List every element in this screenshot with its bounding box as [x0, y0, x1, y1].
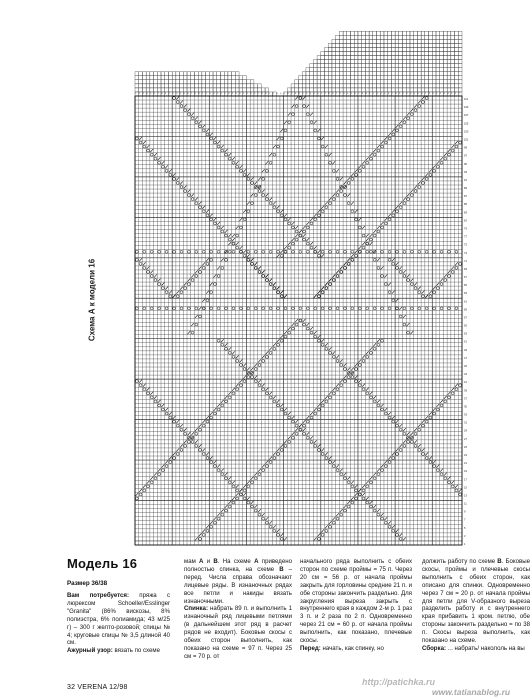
svg-text:3: 3	[464, 534, 466, 538]
svg-text:1: 1	[464, 543, 466, 546]
svg-text:79: 79	[464, 227, 467, 231]
svg-text:4: 4	[313, 93, 315, 95]
svg-text:1: 1	[335, 93, 338, 95]
svg-text:2: 2	[272, 93, 274, 95]
svg-text:6: 6	[320, 93, 323, 95]
svg-text:37: 37	[464, 397, 467, 401]
svg-text:9: 9	[298, 93, 300, 95]
svg-text:7: 7	[358, 93, 360, 95]
svg-text:9: 9	[231, 93, 234, 95]
paragraph: мам А и В. На схеме А приведено полностью спинка, на схеме В – перед. Числа справа обозначают лицевые ряды. В изнаночных рядах все петли и накиды вязать изнаночными.	[184, 558, 293, 605]
svg-text:107: 107	[464, 114, 469, 118]
svg-text:9: 9	[365, 93, 367, 95]
svg-text:8: 8	[395, 93, 397, 95]
svg-text:67: 67	[464, 276, 467, 280]
svg-text:2: 2	[239, 93, 241, 95]
svg-text:7: 7	[157, 93, 159, 95]
svg-text:25: 25	[464, 445, 467, 449]
svg-text:69: 69	[464, 267, 467, 271]
svg-text:3: 3	[142, 93, 144, 95]
svg-text:1: 1	[402, 93, 404, 95]
paragraph: Перед: начать, как спинку, но	[300, 644, 384, 652]
svg-text:3: 3	[343, 93, 345, 95]
svg-text:11: 11	[464, 502, 467, 506]
svg-text:1: 1	[268, 93, 271, 95]
svg-text:81: 81	[464, 219, 467, 223]
chart-shoulders	[135, 31, 462, 96]
svg-text:2: 2	[339, 93, 341, 95]
svg-text:5: 5	[317, 93, 319, 95]
svg-text:1: 1	[302, 93, 304, 95]
svg-text:3: 3	[242, 93, 245, 95]
svg-text:6: 6	[354, 93, 356, 95]
model-title: Модель 16	[67, 556, 138, 571]
svg-text:111: 111	[464, 98, 468, 102]
svg-text:103: 103	[464, 130, 469, 134]
svg-text:63: 63	[464, 292, 467, 296]
svg-text:6: 6	[387, 93, 390, 95]
svg-text:9: 9	[265, 93, 267, 95]
svg-text:71: 71	[464, 259, 467, 263]
svg-text:4: 4	[146, 93, 148, 95]
svg-text:2: 2	[205, 93, 208, 95]
svg-text:43: 43	[464, 373, 467, 377]
svg-text:27: 27	[464, 437, 467, 441]
svg-text:3: 3	[309, 93, 312, 95]
svg-text:4: 4	[179, 93, 182, 95]
svg-text:4: 4	[413, 93, 416, 95]
svg-text:1: 1	[436, 93, 438, 95]
svg-text:2: 2	[373, 93, 375, 95]
svg-text:19: 19	[464, 470, 467, 474]
svg-text:15: 15	[464, 486, 467, 490]
svg-text:8: 8	[228, 93, 230, 95]
watermark-site: www.tatianablog.ru	[432, 687, 511, 697]
svg-text:93: 93	[464, 170, 467, 174]
svg-text:45: 45	[464, 365, 467, 369]
svg-text:75: 75	[464, 243, 467, 247]
svg-text:7: 7	[458, 93, 460, 95]
svg-text:4: 4	[280, 93, 282, 95]
svg-text:8: 8	[328, 93, 330, 95]
paragraph: Спинка: набрать 89 п. и выполнить 1 изнаночный ряд лицевыми петлями (в дальнейшем этот ряд в расчет рядов не входит). Боковые скосы с обеих сторон выполнить, как показано на схеме = 97 п. Через 25 см = 70 р. от	[184, 605, 292, 660]
svg-text:49: 49	[464, 348, 467, 352]
svg-text:4: 4	[347, 93, 349, 95]
svg-text:3: 3	[176, 93, 178, 95]
svg-text:17: 17	[464, 478, 467, 482]
svg-text:41: 41	[464, 381, 467, 385]
svg-text:6: 6	[421, 93, 423, 95]
svg-text:9: 9	[432, 93, 434, 95]
svg-text:2: 2	[406, 93, 408, 95]
paragraph: Сборка: ... набрать/ накололь на вы	[422, 644, 525, 652]
svg-text:6: 6	[254, 93, 256, 95]
grid-lines	[135, 96, 462, 545]
svg-text:3: 3	[276, 93, 278, 95]
svg-text:7: 7	[291, 93, 293, 95]
text-column-2	[184, 558, 292, 661]
svg-text:6: 6	[153, 93, 155, 95]
svg-text:1: 1	[369, 93, 371, 95]
svg-text:7: 7	[224, 93, 226, 95]
svg-text:1: 1	[135, 93, 137, 95]
page-footer: 32 VERENA 12/98	[67, 684, 128, 691]
paragraph: Вам потребуется: пряжа с люрексом Schoeller/Esslinger "Granita" (86% вискозы, 8% полиэстра, 6% полиамида; 43 м/25 г) – 300 г желто-розовой; спицы № 4; круговые спицы № 3,5 длиной 40 см.	[67, 592, 170, 647]
svg-text:8: 8	[361, 93, 364, 95]
svg-text:13: 13	[464, 494, 467, 498]
svg-text:6: 6	[287, 93, 289, 95]
svg-text:23: 23	[464, 454, 467, 458]
svg-text:95: 95	[464, 162, 467, 166]
svg-text:29: 29	[464, 429, 467, 433]
svg-text:4: 4	[447, 93, 449, 95]
svg-text:1: 1	[235, 93, 237, 95]
svg-text:99: 99	[464, 146, 467, 150]
svg-text:7: 7	[425, 93, 427, 95]
svg-text:9: 9	[464, 510, 466, 514]
svg-text:1: 1	[202, 93, 204, 95]
svg-text:2: 2	[172, 93, 174, 95]
svg-text:7: 7	[190, 93, 193, 95]
svg-text:5: 5	[150, 93, 152, 95]
svg-text:7: 7	[391, 93, 393, 95]
svg-text:5: 5	[451, 93, 453, 95]
svg-text:8: 8	[161, 93, 163, 95]
svg-text:4: 4	[380, 93, 382, 95]
svg-text:4: 4	[246, 93, 248, 95]
svg-text:51: 51	[464, 340, 467, 344]
svg-text:7: 7	[324, 93, 326, 95]
svg-text:6: 6	[454, 93, 456, 95]
svg-text:5: 5	[283, 93, 286, 95]
text-column-3	[300, 558, 412, 653]
svg-text:7: 7	[257, 93, 260, 95]
svg-text:39: 39	[464, 389, 467, 393]
svg-text:8: 8	[294, 93, 297, 95]
svg-text:1: 1	[168, 93, 170, 95]
svg-text:21: 21	[464, 462, 467, 466]
svg-text:5: 5	[250, 93, 252, 95]
svg-text:7: 7	[464, 518, 466, 522]
svg-text:5: 5	[216, 93, 219, 95]
svg-text:2: 2	[306, 93, 308, 95]
svg-text:3: 3	[209, 93, 211, 95]
svg-text:9: 9	[164, 93, 167, 95]
svg-text:61: 61	[464, 300, 467, 304]
text-column-4	[422, 558, 530, 653]
svg-text:85: 85	[464, 203, 467, 207]
svg-text:33: 33	[464, 413, 467, 417]
size-line: Размер 36/38	[67, 580, 108, 587]
svg-text:4: 4	[213, 93, 215, 95]
svg-text:9: 9	[198, 93, 200, 95]
svg-text:97: 97	[464, 154, 467, 158]
svg-text:109: 109	[464, 106, 469, 110]
column-numbers	[135, 93, 460, 95]
svg-text:91: 91	[464, 178, 467, 182]
paragraph: начального ряда выполнить с обеих сторон по схеме проймы = 75 п. Через 20 см = 56 р. от начала проймы закрыть для горловины средние 21 п. и обе стороны закончить раздельно. Для закругления выреза закрыть с внутреннего края в каждом 2-м р. 1 раз 3 п. и 2 раза по 2 п. Одновременно через 21 см = 60 р. от начала проймы выполнить, как показано, плечевые скосы.	[300, 558, 412, 645]
svg-text:47: 47	[464, 356, 467, 360]
text-column-1	[67, 592, 170, 655]
svg-text:8: 8	[194, 93, 196, 95]
svg-text:2: 2	[138, 93, 141, 95]
svg-text:105: 105	[464, 122, 469, 126]
svg-text:73: 73	[464, 251, 467, 255]
svg-text:5: 5	[384, 93, 386, 95]
svg-text:6: 6	[187, 93, 189, 95]
svg-text:89: 89	[464, 187, 467, 191]
svg-text:55: 55	[464, 324, 467, 328]
svg-text:35: 35	[464, 405, 467, 409]
svg-text:65: 65	[464, 284, 467, 288]
paragraph: должить работу по схеме В. Боковые скосы, проймы и плечевые скосы выполнить с обеих сторон, как описано для спинки. Одновременно через 7 см = 20 р. от начала проймы для петли для V-образного выреза разделить работу и с внутреннего края прибавить 1 кром. петлю, обе стороны закончить раздельно = по 38 п. Скосы выреза выполнить, как показано на схеме.	[422, 558, 531, 645]
svg-text:8: 8	[428, 93, 430, 95]
svg-text:5: 5	[350, 93, 352, 95]
svg-text:57: 57	[464, 316, 467, 320]
row-numbers	[464, 97, 469, 546]
svg-text:77: 77	[464, 235, 467, 239]
svg-text:9: 9	[399, 93, 401, 95]
svg-text:3: 3	[443, 93, 445, 95]
svg-text:2: 2	[439, 93, 442, 95]
svg-text:6: 6	[220, 93, 222, 95]
svg-text:3: 3	[410, 93, 412, 95]
paragraph: Ажурный узор: вязать по схеме	[67, 647, 160, 655]
svg-text:8: 8	[261, 93, 263, 95]
watermark: http://patichka.ru	[362, 677, 436, 687]
svg-text:101: 101	[464, 138, 469, 142]
svg-text:5: 5	[464, 526, 466, 530]
svg-text:87: 87	[464, 195, 467, 199]
svg-text:9: 9	[332, 93, 334, 95]
svg-text:5: 5	[183, 93, 185, 95]
svg-text:59: 59	[464, 308, 467, 312]
svg-text:83: 83	[464, 211, 467, 215]
svg-text:53: 53	[464, 332, 467, 336]
chart-caption: Схема А к модели 16	[87, 258, 97, 342]
svg-text:31: 31	[464, 421, 467, 425]
svg-text:3: 3	[376, 93, 378, 95]
svg-text:5: 5	[417, 93, 419, 95]
